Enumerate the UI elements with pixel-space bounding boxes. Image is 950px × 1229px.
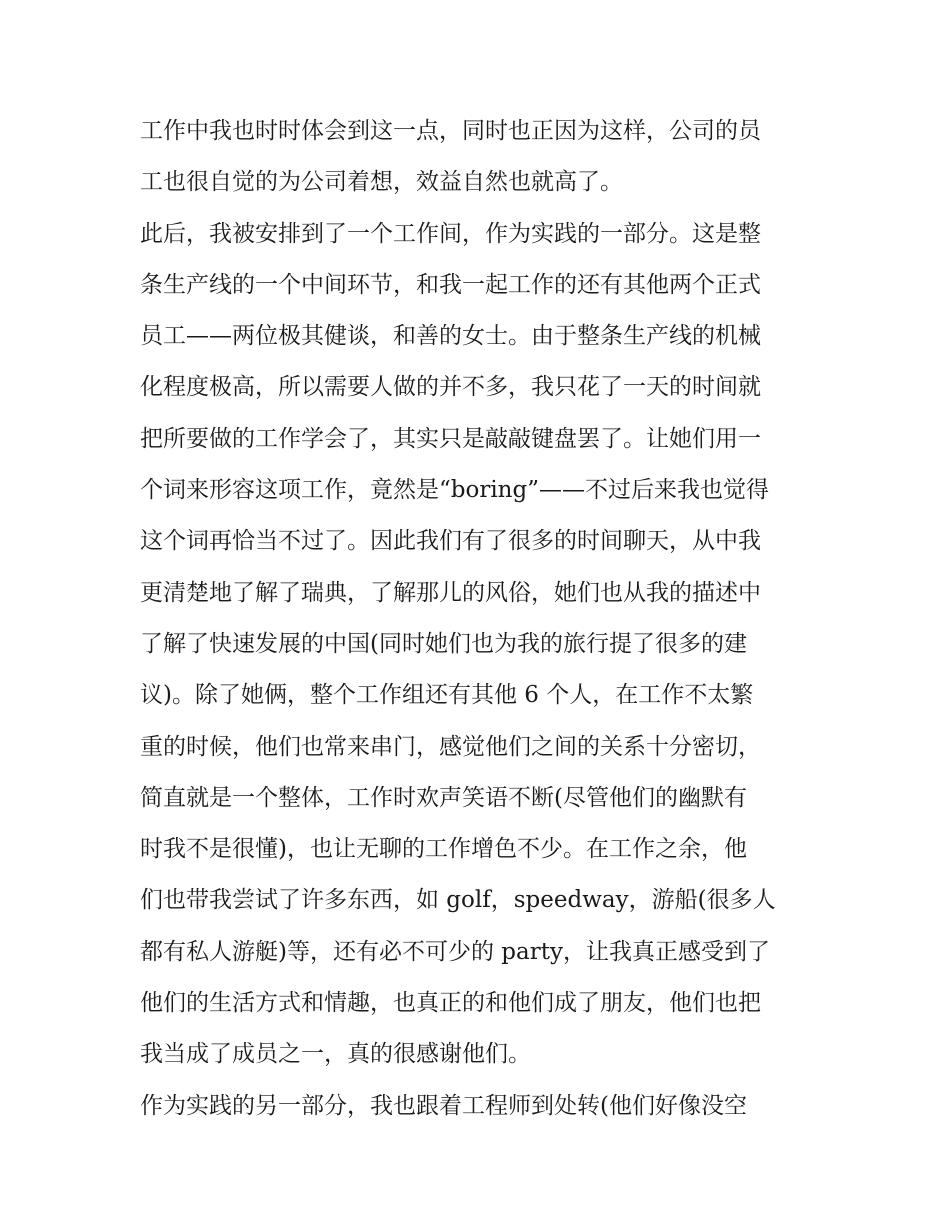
text-line: 都有私人游艇)等，还有必不可少的 party，让我真正感受到了 [140,938,770,965]
document-body [140,106,820,1132]
text-line: 重的时候，他们也常来串门，感觉他们之间的关系十分密切， [140,733,761,760]
text-line: 议)。除了她俩，整个工作组还有其他 6 个人，在工作不太繁 [140,682,754,709]
text-line: 了解了快速发展的中国(同时她们也为我的旅行提了很多的建 [140,630,747,657]
text-line: 作为实践的另一部分，我也跟着工程师到处转(他们好像没空 [140,1092,747,1119]
paragraph-2 [140,209,820,1081]
text-line: 这个词再恰当不过了。因此我们有了很多的时间聊天，从中我 [140,528,761,555]
text-line: 们也带我尝试了许多东西，如 golf，speedway，游船(很多人 [140,887,776,914]
text-line: 工作中我也时时体会到这一点，同时也正因为这样，公司的员 [140,118,761,144]
paragraph-3 [140,1081,820,1132]
text-line: 条生产线的一个中间环节，和我一起工作的还有其他两个正式 [140,271,761,298]
paragraph-1 [140,106,820,209]
text-line: 员工——两位极其健谈，和善的女士。由于整条生产线的机械 [140,323,761,350]
text-line: 他们的生活方式和情趣，也真正的和他们成了朋友，他们也把 [140,990,761,1017]
text-line: 更清楚地了解了瑞典，了解那儿的风俗，她们也从我的描述中 [140,579,761,606]
text-line: 时我不是很懂)，也让无聊的工作增色不少。在工作之余，他 [140,836,747,863]
text-line: 我当成了成员之一，真的很感谢他们。 [140,1041,531,1068]
text-line: 简直就是一个整体，工作时欢声笑语不断(尽管他们的幽默有 [140,784,747,811]
text-line: 此后，我被安排到了一个工作间，作为实践的一部分。这是整 [140,220,761,247]
text-line: 工也很自觉的为公司着想，效益自然也就高了。 [140,169,623,196]
text-line: 个词来形容这项工作，竟然是“boring”——不过后来我也觉得 [140,477,769,504]
text-line: 把所要做的工作学会了，其实只是敲敲键盘罢了。让她们用一 [140,425,761,452]
text-line: 化程度极高，所以需要人做的并不多，我只花了一天的时间就 [140,374,761,401]
